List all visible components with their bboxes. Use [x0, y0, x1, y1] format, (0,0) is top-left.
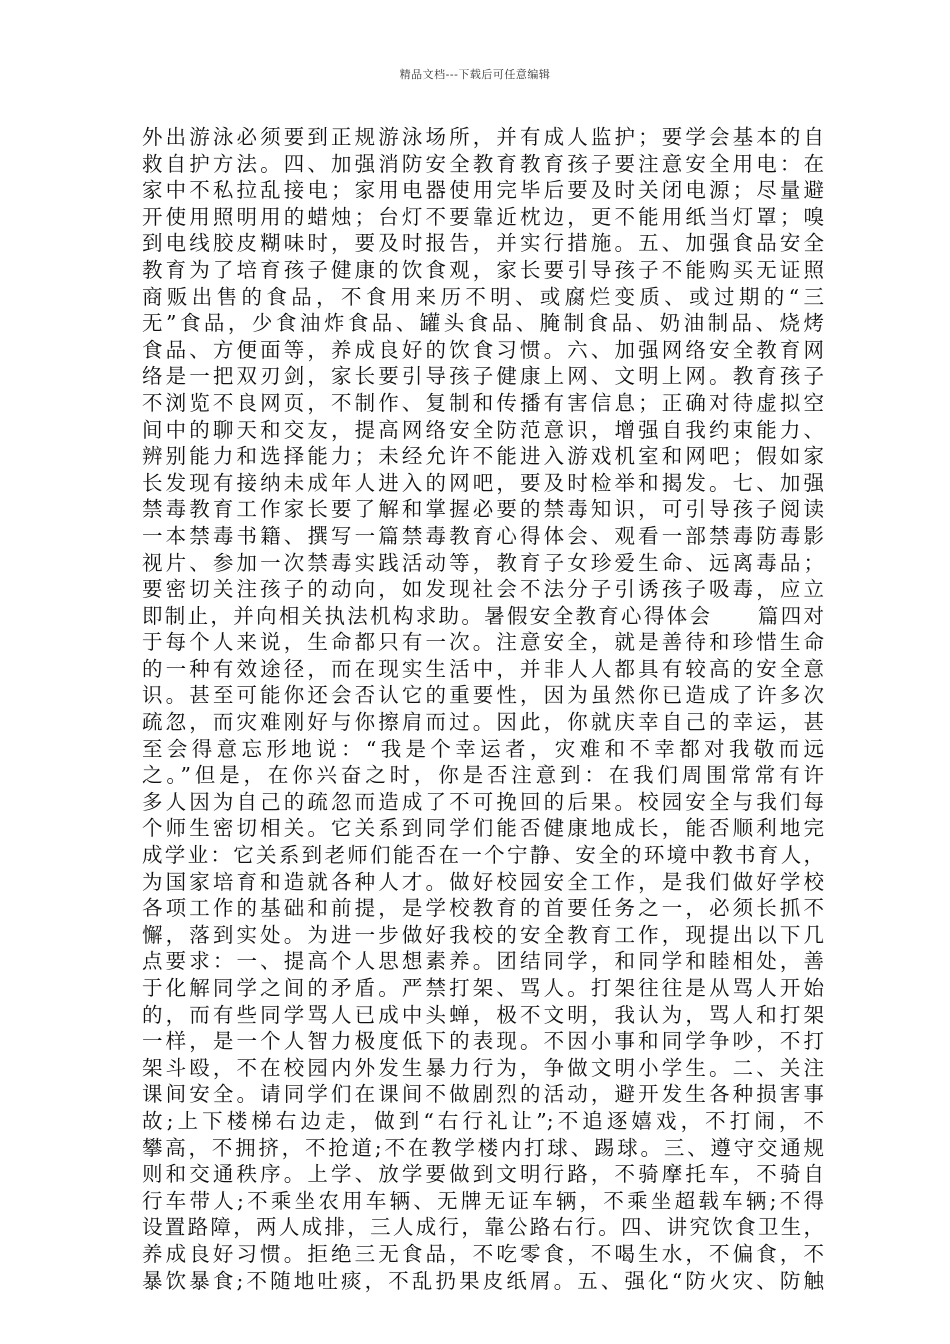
text-line: 攀高，不拥挤，不抢道;不在教学楼内打球、踢球。三、遵守交通规: [142, 1135, 824, 1160]
text-line: 无”食品，少食油炸食品、罐头食品、腌制食品、奶油制品、烧烤: [142, 311, 824, 336]
body-text: [142, 124, 824, 1294]
text-line: 一本禁毒书籍、撰写一篇禁毒教育心得体会、观看一部禁毒防毒影: [142, 523, 824, 548]
text-line: 家中不私拉乱接电；家用电器使用完毕后要及时关闭电源；尽量避: [142, 178, 824, 203]
text-line: 暴饮暴食;不随地吐痰，不乱扔果皮纸屑。五、强化“防火灾、防触: [142, 1268, 824, 1293]
text-line: 的一种有效途径，而在现实生活中，并非人人都具有较高的安全意: [142, 656, 824, 681]
text-line: 成学业：它关系到老师们能否在一个宁静、安全的环境中教书育人，: [142, 843, 824, 868]
text-line: 开使用照明用的蜡烛；台灯不要靠近枕边，更不能用纸当灯罩；嗅: [142, 204, 824, 229]
text-line: 长发现有接纳未成年人进入的网吧，要及时检举和揭发。七、加强: [142, 470, 824, 495]
text-line: 食品、方便面等，养成良好的饮食习惯。六、加强网络安全教育网: [142, 337, 824, 362]
text-line: 养成良好习惯。拒绝三无食品，不吃零食，不喝生水，不偏食，不: [142, 1241, 824, 1266]
text-line: 个师生密切相关。它关系到同学们能否健康地成长，能否顺利地完: [142, 816, 824, 841]
text-line: 教育为了培育孩子健康的饮食观，家长要引导孩子不能购买无证照: [142, 257, 824, 282]
text-line: 的，而有些同学骂人已成中头蝉，极不文明，我认为，骂人和打架: [142, 1002, 824, 1027]
text-line: 络是一把双刃剑，家长要引导孩子健康上网、文明上网。教育孩子: [142, 364, 824, 389]
text-line: 课间安全。请同学们在课间不做剧烈的活动，避开发生各种损害事: [142, 1082, 824, 1107]
text-line: 禁毒教育工作家长要了解和掌握必要的禁毒知识，可引导孩子阅读: [142, 497, 824, 522]
text-line: 疏忽，而灾难刚好与你擦肩而过。因此，你就庆幸自己的幸运，甚: [142, 710, 824, 735]
text-line: 各项工作的基础和前提，是学校教育的首要任务之一，必须长抓不: [142, 896, 824, 921]
text-line: 多人因为自己的疏忽而造成了不可挽回的后果。校园安全与我们每: [142, 789, 824, 814]
text-line: 一样，是一个人智力极度低下的表现。不因小事和同学争吵，不打: [142, 1029, 824, 1054]
text-line: 商贩出售的食品，不食用来历不明、或腐烂变质、或过期的“三: [142, 284, 824, 309]
text-line: 间中的聊天和交友，提高网络安全防范意识，增强自我约束能力、: [142, 417, 824, 442]
text-line: 于化解同学之间的矛盾。严禁打架、骂人。打架往往是从骂人开始: [142, 976, 824, 1000]
text-line: 之。”但是，在你兴奋之时，你是否注意到：在我们周围常常有许: [142, 763, 824, 788]
text-line: 不浏览不良网页，不制作、复制和传播有害信息；正确对待虚拟空: [142, 390, 824, 415]
text-line: 行车带人;不乘坐农用车辆、无牌无证车辆，不乘坐超载车辆;不得: [142, 1188, 824, 1213]
text-line: 则和交通秩序。上学、放学要做到文明行路，不骑摩托车，不骑自: [142, 1162, 824, 1187]
text-line: 识。甚至可能你还会否认它的重要性，因为虽然你已造成了许多次: [142, 683, 824, 708]
text-line: 于每个人来说，生命都只有一次。注意安全，就是善待和珍惜生命: [142, 630, 824, 655]
page-header: 精品文档---下载后可任意编辑: [399, 68, 551, 81]
text-line: 辨别能力和选择能力；未经允许不能进入游戏机室和网吧；假如家: [142, 444, 824, 469]
text-line: 视片、参加一次禁毒实践活动等，教育子女珍爱生命、远离毒品；: [142, 550, 824, 575]
text-line: 外出游泳必须要到正规游泳场所，并有成人监护；要学会基本的自: [142, 125, 824, 149]
text-line: 故;上下楼梯右边走，做到“右行礼让”;不追逐嬉戏，不打闹，不: [142, 1108, 824, 1133]
text-line: 懈，落到实处。为进一步做好我校的安全教育工作，现提出以下几: [142, 922, 824, 947]
text-line: 到电线胶皮糊味时，要及时报告，并实行措施。五、加强食品安全: [142, 231, 824, 256]
text-line: 要密切关注孩子的动向，如发现社会不法分子引诱孩子吸毒，应立: [142, 577, 824, 602]
text-line: 救自护方法。四、加强消防安全教育教育孩子要注意安全用电：在: [142, 151, 824, 176]
text-line: 至会得意忘形地说：“我是个幸运者，灾难和不幸都对我敬而远: [142, 736, 824, 761]
text-line: 即制止，并向相关执法机构求助。暑假安全教育心得体会 篇四对: [142, 603, 824, 628]
text-line: 架斗殴，不在校园内外发生暴力行为，争做文明小学生。二、关注: [142, 1055, 824, 1080]
text-line: 设置路障，两人成排，三人成行，靠公路右行。四、讲究饮食卫生，: [142, 1215, 824, 1240]
text-line: 为国家培育和造就各种人才。做好校园安全工作，是我们做好学校: [142, 869, 824, 894]
text-line: 点要求：一、提高个人思想素养。团结同学，和同学和睦相处，善: [142, 949, 824, 974]
